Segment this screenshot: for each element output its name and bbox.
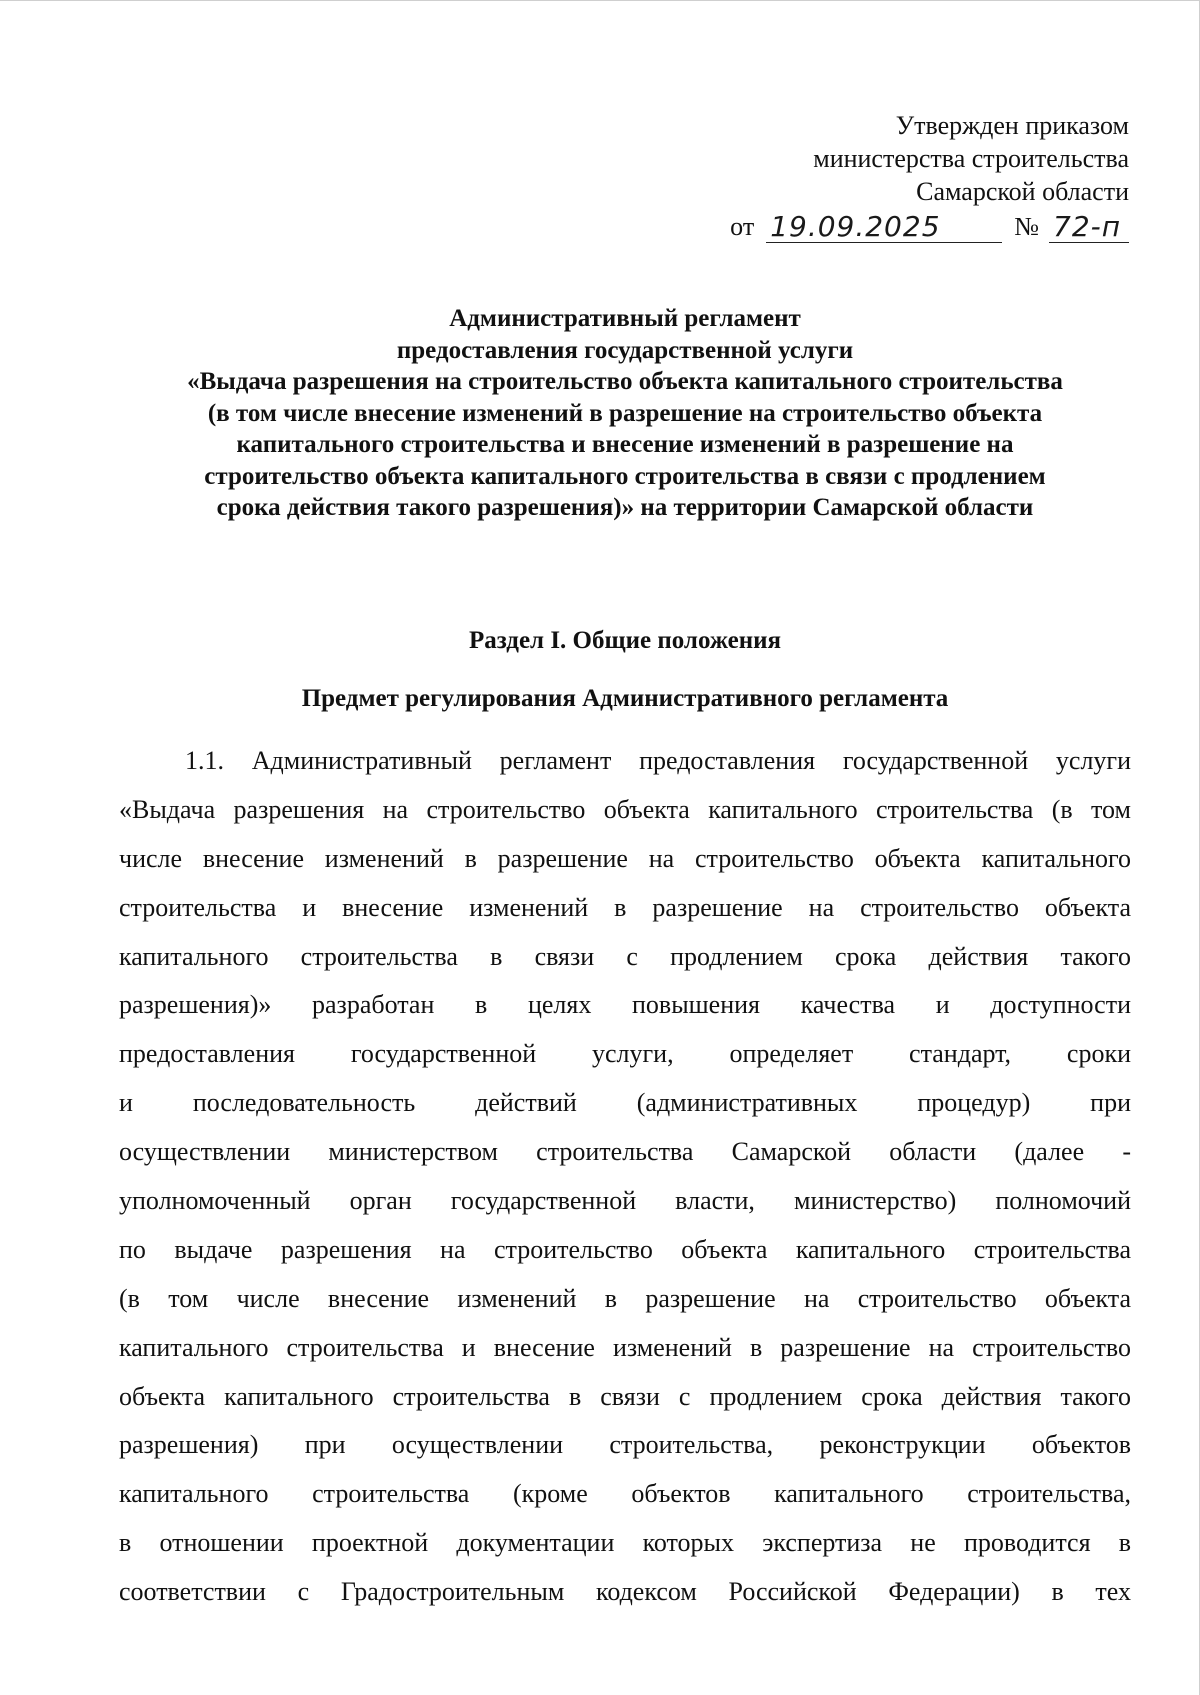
paragraph-line: «Выдача разрешения на строительство объекта капитального строительства (в том — [119, 794, 1131, 824]
paragraph-line: (в том числе внесение изменений в разрешение на строительство объекта — [119, 1283, 1131, 1313]
paragraph-line: уполномоченный орган государственной власти, министерство) полномочий — [119, 1186, 1131, 1216]
paragraph-line: и последовательность действий (административных процедур) при — [119, 1088, 1131, 1118]
paragraph-line: разрешения) при осуществлении строительства, реконструкции объектов — [119, 1430, 1131, 1460]
paragraph-line: по выдаче разрешения на строительство объекта капитального строительства — [119, 1234, 1131, 1264]
title-line: срока действия такого разрешения)» на территории Самарской области — [216, 494, 1034, 521]
from-label: от — [730, 212, 755, 241]
title-line: капитального строительства и внесение изменений в разрешение на — [236, 431, 1014, 458]
subject-heading: Предмет регулирования Административного регламента — [301, 685, 949, 712]
approval-line-1: Утвержден приказом — [895, 111, 1129, 140]
section-heading: Раздел I. Общие положения — [468, 627, 782, 654]
number-label: № — [1014, 212, 1039, 241]
approval-line-2: министерства строительства — [813, 144, 1129, 173]
paragraph-line: строительства и внесение изменений в разрешение на строительство объекта — [119, 892, 1131, 922]
paragraph-line: числе внесение изменений в разрешение на строительство объекта капитального — [119, 843, 1131, 873]
approval-line-3: Самарской области — [916, 177, 1129, 206]
paragraph-line: предоставления государственной услуги, определяет стандарт, сроки — [119, 1039, 1131, 1069]
title-line: Административный регламент — [449, 305, 801, 332]
paragraph-line: капитального строительства (кроме объектов капитального строительства, — [119, 1479, 1131, 1509]
approval-block — [569, 109, 1129, 243]
paragraph-line: разрешения)» разработан в целях повышения качества и доступности — [119, 990, 1131, 1020]
title-line: (в том числе внесение изменений в разрешение на строительство объекта — [207, 399, 1043, 427]
paragraph-line: соответствии с Градостроительным кодексом Российской Федерации) в тех — [119, 1577, 1131, 1607]
handwritten-date: 19.09.2025 — [766, 212, 1002, 243]
paragraph-line: капитального строительства в связи с продлением срока действия такого — [119, 941, 1131, 971]
title-line: «Выдача разрешения на строительство объекта капитального строительства — [187, 368, 1063, 395]
paragraph-line: объекта капитального строительства в связи с продлением срока действия такого — [119, 1381, 1131, 1411]
paragraph-line: капитального строительства и внесение изменений в разрешение на строительство — [119, 1332, 1131, 1362]
paragraph-line: 1.1. Административный регламент предоставления государственной услуги — [185, 746, 1131, 775]
order-date-number-line — [569, 210, 1129, 243]
title-line: предоставления государственной услуги — [396, 336, 854, 364]
paragraph-1-1 — [119, 737, 1131, 1617]
handwritten-order-number: 72-п — [1049, 212, 1129, 243]
paragraph-line: в отношении проектной документации которых экспертиза не проводится в — [119, 1528, 1131, 1558]
paragraph-line: осуществлении министерством строительства Самарской области (далее - — [119, 1137, 1131, 1167]
title-line: строительство объекта капитального строительства в связи с продлением — [204, 462, 1046, 490]
regulation-title — [110, 303, 1140, 524]
